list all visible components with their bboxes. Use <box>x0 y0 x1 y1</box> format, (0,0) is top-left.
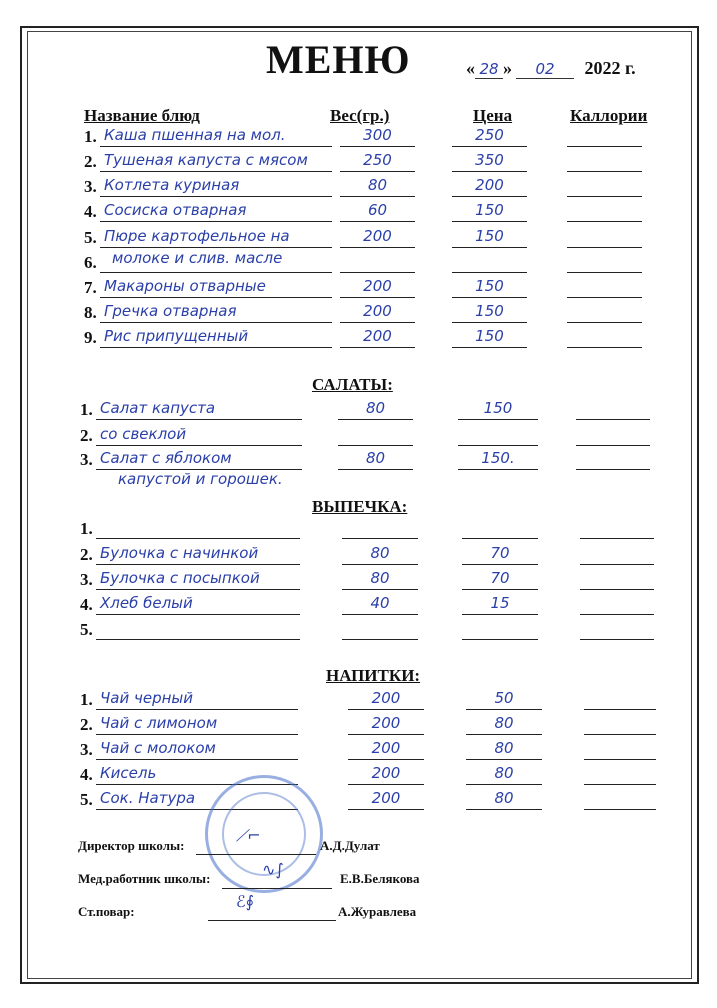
calories-field <box>567 227 642 248</box>
row-number: 4. <box>84 202 97 221</box>
calories-field <box>567 176 642 197</box>
calories-field <box>576 449 650 470</box>
row-number: 2. <box>84 152 97 171</box>
weight-field <box>348 689 424 710</box>
row-number: 7. <box>84 278 97 297</box>
header-weight: Вес(гр.) <box>330 106 390 125</box>
row-number: 3. <box>80 450 93 469</box>
dish-weight: 200 <box>371 739 401 757</box>
price-field <box>466 714 542 735</box>
price-field <box>458 449 538 470</box>
dish-price: 80 <box>494 739 514 757</box>
row-number: 4. <box>80 595 93 614</box>
price-field <box>466 739 542 760</box>
dish-name: Чай с лимоном <box>100 714 218 732</box>
price-field <box>466 764 542 785</box>
row-number: 3. <box>80 740 93 759</box>
calories-field <box>567 252 642 273</box>
signature-role-medic: Мед.работник школы: <box>78 871 211 886</box>
dish-weight: 200 <box>363 327 392 345</box>
dish-name: Тушеная капуста с мясом <box>104 151 308 169</box>
weight-field <box>342 619 418 640</box>
calories-field <box>567 151 642 172</box>
price-field <box>462 594 538 615</box>
dish-price: 250 <box>475 126 504 144</box>
dish-price: 150. <box>481 449 515 467</box>
dish-weight: 80 <box>367 176 388 194</box>
weight-field <box>340 176 415 197</box>
drinks-heading: НАПИТКИ: <box>326 666 421 685</box>
dish-name-field <box>100 201 332 222</box>
weight-field <box>338 399 413 420</box>
row-number: 8. <box>84 303 97 322</box>
dish-name: Чай с молоком <box>100 739 216 757</box>
dish-weight: 80 <box>370 544 390 562</box>
dish-price: 15 <box>490 594 510 612</box>
dish-name-field <box>96 518 300 539</box>
dish-weight: 40 <box>370 594 390 612</box>
dish-name: Кисель <box>100 764 157 782</box>
weight-field <box>348 764 424 785</box>
row-number: 1. <box>80 519 93 538</box>
dish-weight: 200 <box>371 764 401 782</box>
dish-name: Сок. Натура <box>100 789 196 807</box>
calories-field <box>567 327 642 348</box>
menu-title: МЕНЮ <box>266 37 411 82</box>
price-field <box>452 277 527 298</box>
row-number: 2. <box>80 426 93 445</box>
price-field <box>462 619 538 640</box>
signature-role-director: Директор школы: <box>78 838 185 853</box>
price-field <box>452 151 527 172</box>
dish-name-field <box>96 594 300 615</box>
dish-weight: 60 <box>367 201 388 219</box>
price-field <box>452 227 527 248</box>
dish-name-field <box>100 277 332 298</box>
dish-weight: 300 <box>363 126 392 144</box>
bakery-heading: ВЫПЕЧКА: <box>312 497 408 516</box>
dish-name: Сосиска отварная <box>104 201 247 219</box>
calories-field <box>580 569 654 590</box>
signature-name-director: А.Д.Дулат <box>320 838 380 853</box>
signature-name-medic: Е.В.Белякова <box>340 871 420 886</box>
header-price: Цена <box>473 106 513 125</box>
dish-weight: 80 <box>365 449 386 467</box>
dish-weight: 200 <box>371 689 401 707</box>
weight-field <box>340 327 415 348</box>
dish-name: Салат капуста <box>100 399 216 417</box>
date-year: 2022 г. <box>584 58 636 78</box>
weight-field <box>348 739 424 760</box>
price-field <box>462 518 538 539</box>
calories-field <box>567 302 642 323</box>
dish-weight: 200 <box>363 277 392 295</box>
header-name: Название блюд <box>84 106 200 125</box>
dish-name-field <box>96 449 302 470</box>
dish-price: 150 <box>475 327 504 345</box>
signature-name-cook: А.Журавлева <box>338 904 417 919</box>
weight-field <box>340 151 415 172</box>
dish-price: 150 <box>475 302 504 320</box>
dish-name: Хлеб белый <box>100 594 193 612</box>
dish-price: 150 <box>483 399 513 417</box>
row-number: 1. <box>84 127 97 146</box>
dish-price: 70 <box>490 544 510 562</box>
dish-name-field <box>96 619 300 640</box>
main-item5-continuation: молоке и слив. масле <box>112 249 283 267</box>
price-field <box>458 399 538 420</box>
dish-name-field <box>100 227 332 248</box>
calories-field <box>580 518 654 539</box>
dish-name-field <box>96 399 302 420</box>
dish-name: Макароны отварные <box>104 277 266 295</box>
weight-field <box>340 277 415 298</box>
dish-name: со свеклой <box>100 425 187 443</box>
dish-name: Рис припущенный <box>104 327 249 345</box>
dish-name-field <box>96 689 298 710</box>
dish-price: 70 <box>490 569 510 587</box>
calories-field <box>584 764 656 785</box>
dish-name: Булочка с начинкой <box>100 544 259 562</box>
row-number: 3. <box>84 177 97 196</box>
dish-name: Булочка с посыпкой <box>100 569 260 587</box>
dish-name-field <box>100 151 332 172</box>
dish-name-field <box>100 302 332 323</box>
menu-date <box>466 58 636 79</box>
calories-field <box>580 544 654 565</box>
signature-role-cook: Ст.повар: <box>78 904 135 919</box>
dish-name-field <box>100 327 332 348</box>
calories-field <box>567 277 642 298</box>
price-field <box>452 126 527 147</box>
price-field <box>466 689 542 710</box>
dish-name: Каша пшенная на мол. <box>104 126 286 144</box>
calories-field <box>567 126 642 147</box>
date-close-quote: » <box>503 58 512 78</box>
price-field <box>452 302 527 323</box>
calories-field <box>584 789 656 810</box>
row-number: 2. <box>80 715 93 734</box>
signature-mark-director: ⟋⌐ <box>236 826 261 845</box>
weight-field <box>348 714 424 735</box>
weight-field <box>348 789 424 810</box>
row-number: 1. <box>80 400 93 419</box>
dish-name: Гречка отварная <box>104 302 237 320</box>
calories-field <box>584 739 656 760</box>
dish-price: 150 <box>475 227 504 245</box>
weight-field <box>342 518 418 539</box>
dish-name-field <box>96 425 302 446</box>
weight-field <box>342 544 418 565</box>
dish-price: 200 <box>475 176 504 194</box>
price-field <box>452 201 527 222</box>
salad-item3-continuation: капустой и горошек. <box>118 470 283 488</box>
signature-line-cook <box>208 908 336 921</box>
calories-field <box>580 619 654 640</box>
weight-field <box>338 425 413 446</box>
dish-price: 80 <box>494 714 514 732</box>
weight-field <box>340 201 415 222</box>
weight-field <box>342 594 418 615</box>
dish-weight: 80 <box>365 399 386 417</box>
calories-field <box>584 714 656 735</box>
dish-name: Пюре картофельное на <box>104 227 290 245</box>
price-field <box>452 176 527 197</box>
dish-name-field <box>96 569 300 590</box>
signature-mark-cook: ℰ∮ <box>236 892 255 911</box>
dish-name: Чай черный <box>100 689 194 707</box>
price-field <box>452 252 527 273</box>
dish-name-field <box>96 544 300 565</box>
row-number: 3. <box>80 570 93 589</box>
row-number: 5. <box>84 228 97 247</box>
dish-weight: 200 <box>363 227 392 245</box>
price-field <box>458 425 538 446</box>
dish-name-field <box>100 176 332 197</box>
dish-price: 150 <box>475 201 504 219</box>
calories-field <box>576 425 650 446</box>
price-field <box>462 544 538 565</box>
weight-field <box>340 126 415 147</box>
weight-field <box>338 449 413 470</box>
signature-mark-medic: ∿∫ <box>262 860 284 879</box>
weight-field <box>340 252 415 273</box>
dish-price: 350 <box>475 151 504 169</box>
salads-heading: САЛАТЫ: <box>312 375 393 394</box>
calories-field <box>580 594 654 615</box>
dish-price: 80 <box>494 764 514 782</box>
price-field <box>466 789 542 810</box>
dish-weight: 200 <box>371 789 401 807</box>
dish-price: 50 <box>494 689 514 707</box>
dish-weight: 200 <box>371 714 401 732</box>
row-number: 9. <box>84 328 97 347</box>
dish-name: Салат с яблоком <box>100 449 232 467</box>
calories-field <box>584 689 656 710</box>
weight-field <box>340 227 415 248</box>
dish-name-field <box>100 126 332 147</box>
date-open-quote: « <box>466 58 475 78</box>
dish-weight: 80 <box>370 569 390 587</box>
dish-name-field <box>96 739 298 760</box>
dish-name: Котлета куриная <box>104 176 240 194</box>
date-month: 02 <box>516 60 574 79</box>
row-number: 4. <box>80 765 93 784</box>
header-calories: Каллории <box>570 106 648 125</box>
calories-field <box>567 201 642 222</box>
price-field <box>462 569 538 590</box>
weight-field <box>342 569 418 590</box>
dish-name-field <box>96 714 298 735</box>
row-number: 2. <box>80 545 93 564</box>
row-number: 5. <box>80 620 93 639</box>
dish-price: 80 <box>494 789 514 807</box>
row-number: 1. <box>80 690 93 709</box>
weight-field <box>340 302 415 323</box>
dish-weight: 200 <box>363 302 392 320</box>
calories-field <box>576 399 650 420</box>
row-number: 6. <box>84 253 97 272</box>
dish-weight: 250 <box>363 151 392 169</box>
row-number: 5. <box>80 790 93 809</box>
date-day: 28 <box>475 60 503 79</box>
dish-price: 150 <box>475 277 504 295</box>
price-field <box>452 327 527 348</box>
